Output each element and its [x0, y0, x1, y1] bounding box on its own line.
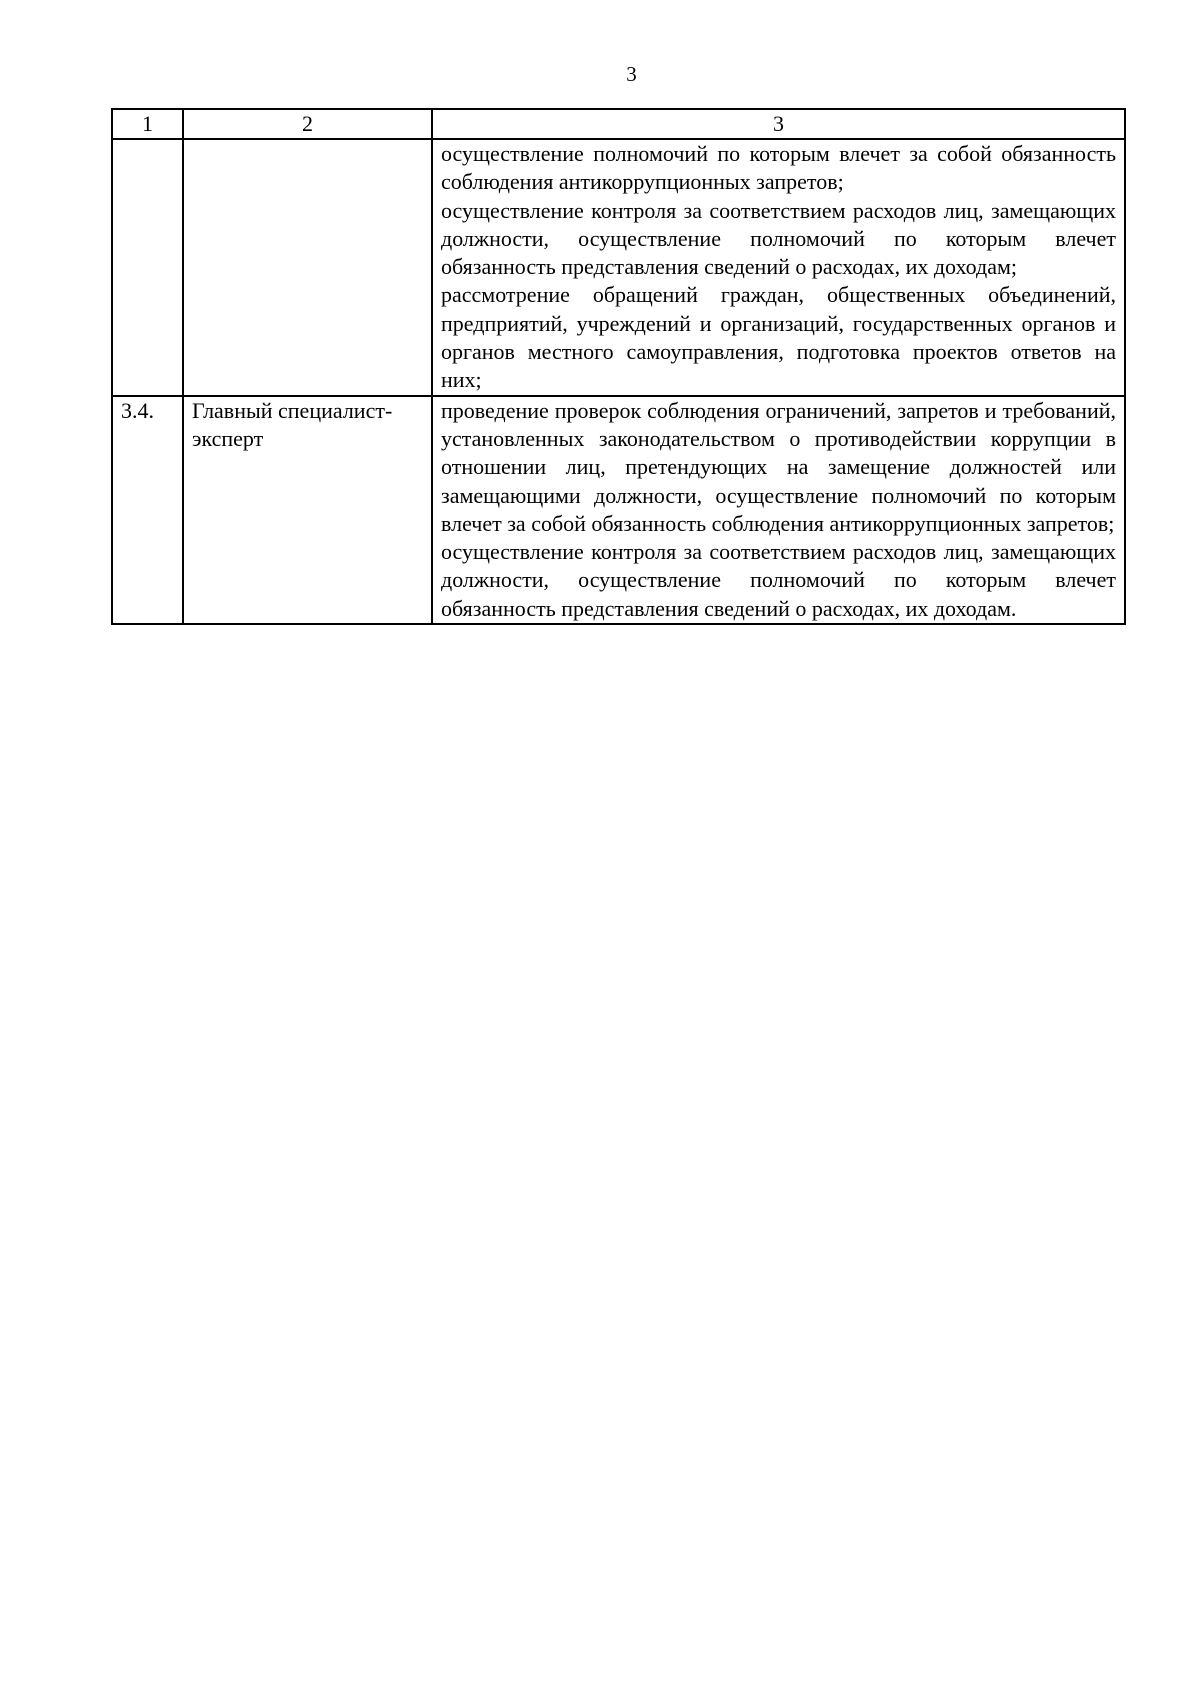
- table-header-row: [112, 109, 1125, 139]
- row-number-cell: 3.4.: [112, 396, 183, 624]
- duty-item: проведение проверок соблюдения ограничений, запретов и требований, установленных законодательством о противодействии коррупции в отношении лиц, претендующих на замещение должностей или замещающими должности, осуществление полномочий по которым влечет за собой обязанность соблюдения антикоррупционных запретов;: [441, 397, 1116, 536]
- duties-table: [111, 108, 1126, 625]
- duty-item: рассмотрение обращений граждан, общественных объединений, предприятий, учреждений и организаций, государственных органов и органов местного самоуправления, подготовка проектов ответов на них;: [441, 282, 1116, 393]
- duty-item: осуществление контроля за соответствием расходов лиц, замещающих должности, осуществление полномочий по которым влечет обязанность представления сведений о расходах, их доходам.: [441, 539, 1116, 621]
- table-row: [112, 396, 1125, 624]
- page-number: 3: [626, 62, 637, 86]
- duty-item: осуществление контроля за соответствием расходов лиц, замещающих должности, осуществление полномочий по которым влечет обязанность представления сведений о расходах, их доходам;: [441, 197, 1116, 280]
- position-cell: [183, 139, 432, 396]
- column-header-position: 2: [183, 109, 432, 139]
- position-cell: Главный специалист-эксперт: [183, 396, 432, 624]
- column-header-duties: 3: [432, 109, 1125, 139]
- table-row: [112, 139, 1125, 396]
- duty-item: осуществление полномочий по которым влечет за собой обязанность соблюдения антикоррупционных запретов;: [441, 141, 1116, 195]
- duties-cell: [432, 139, 1125, 396]
- column-header-number: 1: [112, 109, 183, 139]
- row-number-cell: [112, 139, 183, 396]
- duties-cell: [432, 396, 1125, 624]
